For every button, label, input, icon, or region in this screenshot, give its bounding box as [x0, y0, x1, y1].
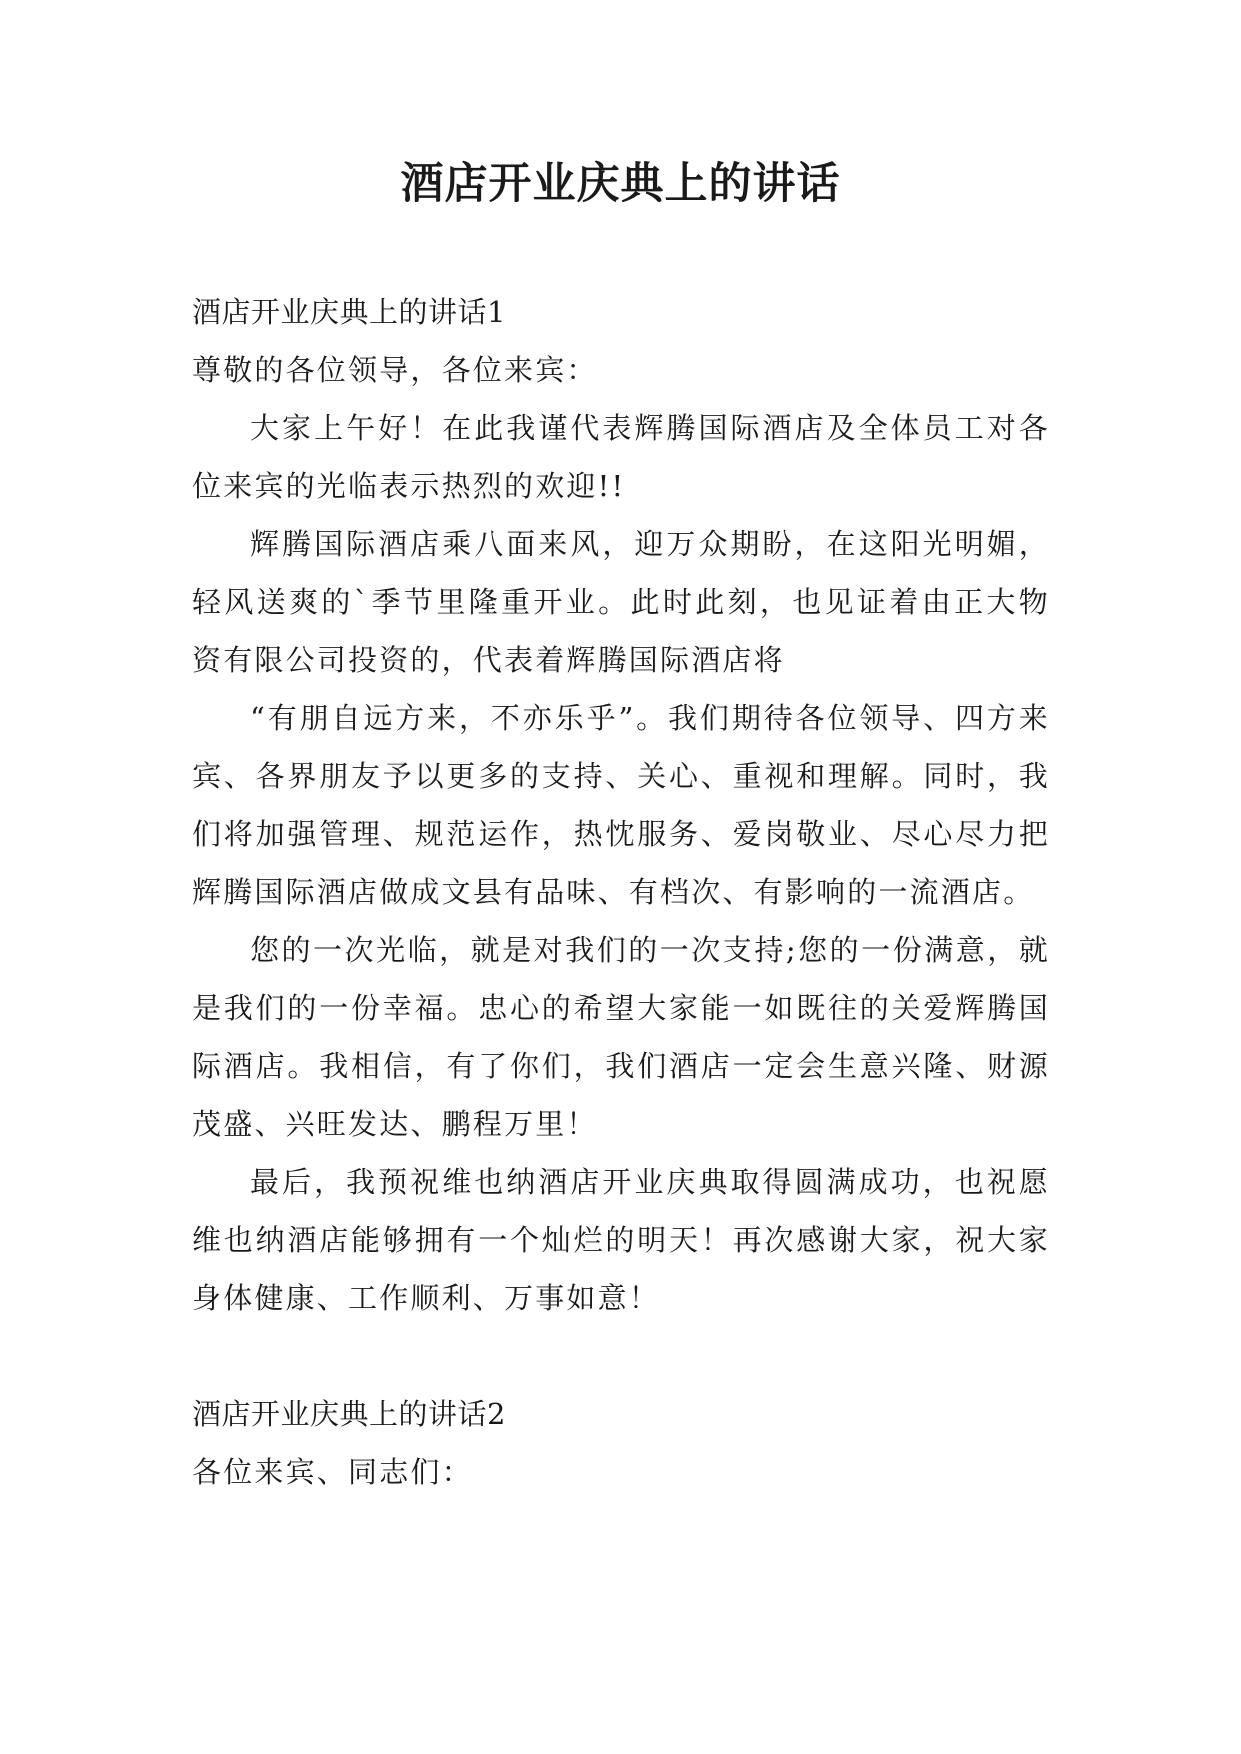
speech-2-salutation: 各位来宾、同志们：: [192, 1455, 473, 1489]
speech-1-heading: 酒店开业庆典上的讲话1: [192, 295, 506, 329]
speech-1-paragraph-2: 辉腾国际酒店乘八面来风，迎万众期盼，在这阳光明媚，轻风送爽的`季节里隆重开业。此时此刻，也见证着由正大物资有限公司投资的，代表着辉腾国际酒店将: [192, 527, 1050, 677]
speech-1-paragraph-3: “有朋自远方来，不亦乐乎”。我们期待各位领导、四方来宾、各界朋友予以更多的支持、关心、重视和理解。同时，我们将加强管理、规范运作，热忱服务、爱岗敬业、尽心尽力把辉腾国际酒店做成文县有品味、有档次、有影响的一流酒店。: [192, 701, 1050, 909]
speech-2-heading: 酒店开业庆典上的讲话2: [192, 1397, 506, 1431]
speech-1-paragraph-5: 最后，我预祝维也纳酒店开业庆典取得圆满成功，也祝愿维也纳酒店能够拥有一个灿烂的明天！再次感谢大家，祝大家身体健康、工作顺利、万事如意！: [192, 1165, 1050, 1315]
speech-1-paragraph-1: 大家上午好！在此我谨代表辉腾国际酒店及全体员工对各位来宾的光临表示热烈的欢迎!!: [192, 411, 1050, 503]
document-body: [192, 283, 1050, 1501]
section-spacer: [192, 1327, 1050, 1385]
speech-1-salutation: 尊敬的各位领导，各位来宾：: [192, 353, 598, 387]
document-title: 酒店开业庆典上的讲话: [400, 159, 841, 209]
speech-1-paragraph-4: 您的一次光临，就是对我们的一次支持;您的一份满意，就是我们的一份幸福。忠心的希望大家能一如既往的关爱辉腾国际酒店。我相信，有了你们，我们酒店一定会生意兴隆、财源茂盛、兴旺发达、鹏程万里！: [192, 933, 1050, 1141]
